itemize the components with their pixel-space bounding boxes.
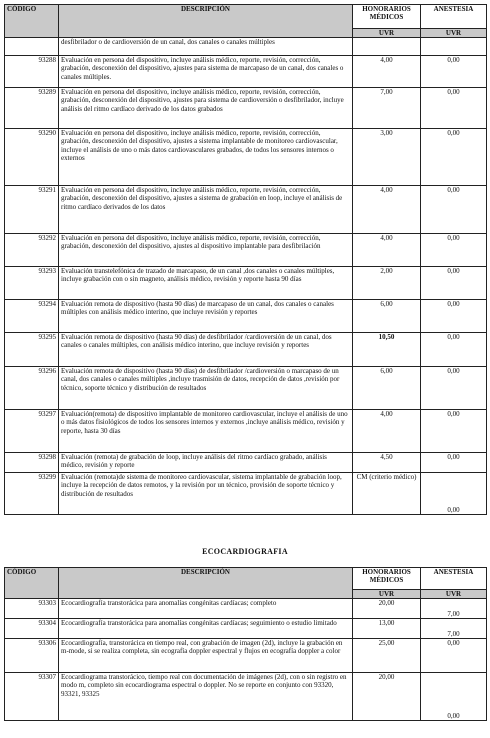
row-code: 93295 bbox=[5, 333, 59, 367]
row-honorarios: 3,00 bbox=[353, 129, 421, 186]
header-description: DESCRIPCIÓN bbox=[59, 568, 353, 599]
row-anestesia: 0,00 bbox=[421, 473, 487, 515]
row-code: 93293 bbox=[5, 267, 59, 300]
row-anestesia: 7,00 bbox=[421, 599, 487, 619]
section-title: ECOCARDIOGRAFIA bbox=[202, 547, 288, 556]
row-code: 93307 bbox=[5, 673, 59, 721]
row-code: 93303 bbox=[5, 599, 59, 619]
row-description: Evaluación en persona del dispositivo, incluye análisis médico, reporte, revisión, corrección, grabación, desconexión del dispositivo, ajustes a sistema implantable de monitoreo cardiovascular, incluye el análisis de uno o más datos cardiovasculares grabados, de todos los sensores internos o externos bbox=[59, 129, 353, 186]
row-anestesia: 0,00 bbox=[421, 367, 487, 410]
row-description: Evaluación en persona del dispositivo, incluye análisis médico, reporte, revisión, corrección, grabación, desconexión del dispositivo, ajustes para sistema de cardioversión o desfibrilador, incluye análisis del ritmo cardíaco derivado de los datos grabados bbox=[59, 88, 353, 129]
table-row bbox=[5, 88, 487, 129]
table-row bbox=[5, 38, 487, 56]
row-anestesia: 0,00 bbox=[421, 234, 487, 267]
row-description: Ecocardiograma transtorácico, tiempo real con documentación de imágenes (2d), con o sin registro en modo m, completo sin ecocardiograma espectral o doppler. No se reporte en conjunto con 93320, 93321, 93325 bbox=[59, 673, 353, 721]
header-uvr-honorarios: UVR bbox=[353, 590, 421, 599]
row-anestesia: 0,00 bbox=[421, 453, 487, 473]
row-honorarios: 20,00 bbox=[353, 599, 421, 619]
row-description: Ecocardiografía transtorácica para anomalías congénitas cardíacas; seguimiento o estudio limitado bbox=[59, 619, 353, 639]
table-row bbox=[5, 639, 487, 673]
row-description: desfibrilador o de cardioversión de un canal, dos canales o canales múltiples bbox=[59, 38, 353, 56]
table-row bbox=[5, 186, 487, 234]
row-anestesia: 0,00 bbox=[421, 129, 487, 186]
row-honorarios: CM (criterio médico) bbox=[353, 473, 421, 515]
row-code: 93296 bbox=[5, 367, 59, 410]
row-honorarios: 6,00 bbox=[353, 367, 421, 410]
row-description: Evaluación (remota)de sistema de monitoreo cardiovascular, sistema implantable de grabación loop, incluye la recepción de datos remotos, y la revisión por un técnico, provisión de soporte técnico y distribución de resultados bbox=[59, 473, 353, 515]
row-code: 93288 bbox=[5, 56, 59, 88]
table-row bbox=[5, 673, 487, 721]
row-honorarios: 20,00 bbox=[353, 673, 421, 721]
row-honorarios: 2,00 bbox=[353, 267, 421, 300]
row-honorarios: 4,50 bbox=[353, 453, 421, 473]
row-anestesia: 0,00 bbox=[421, 333, 487, 367]
row-honorarios: 25,00 bbox=[353, 639, 421, 673]
row-description: Evaluación (remota) de grabación de loop, incluye análisis del ritmo cardíaco grabado, análisis médico, revisión y reporte bbox=[59, 453, 353, 473]
row-anestesia: 0,00 bbox=[421, 186, 487, 234]
row-description: Evaluación transtelefónica de trazado de marcapaso, de un canal ,dos canales o canales múltiples, incluye grabación con o sin magneto, análisis médico, revisión y reporte hasta 90 días bbox=[59, 267, 353, 300]
header-anestesia: ANESTESIA bbox=[421, 5, 487, 29]
row-code: 93306 bbox=[5, 639, 59, 673]
row-code: 93297 bbox=[5, 410, 59, 453]
row-honorarios: 4,00 bbox=[353, 56, 421, 88]
row-code bbox=[5, 38, 59, 56]
row-code: 93292 bbox=[5, 234, 59, 267]
row-anestesia: 0,00 bbox=[421, 300, 487, 333]
header-uvr-honorarios: UVR bbox=[353, 29, 421, 38]
header-description: DESCRIPCIÓN bbox=[59, 5, 353, 38]
row-honorarios: 7,00 bbox=[353, 88, 421, 129]
row-description: Evaluación remota de dispositivo (hasta 90 días) de desfibrilador /cardioversión o marcapaso de un canal, dos canales o canales múltiples ,incluye trasmisión de datos, recepción de datos ,revisión por técnico, soporte técnico y distribución de resultados bbox=[59, 367, 353, 410]
header-uvr-anestesia: UVR bbox=[421, 590, 487, 599]
row-description: Evaluación en persona del dispositivo, incluye análisis médico, reporte, revisión, corrección, grabación, desconexión del dispositivo, ajustes para sistema de marcapaso de un canal, dos canales o canales múltiples. bbox=[59, 56, 353, 88]
row-honorarios bbox=[353, 38, 421, 56]
row-anestesia: 0,00 bbox=[421, 410, 487, 453]
table-row bbox=[5, 599, 487, 619]
row-anestesia bbox=[421, 38, 487, 56]
header-honorarios-line2: MÉDICOS bbox=[369, 576, 404, 585]
row-description: Ecocardiografía, transtorácica en tiempo real, con grabación de imagen (2d), incluye la grabación en m-mode, si se realiza completa, sin ecografía doppler espectral y flujos en ecografía doppler a color bbox=[59, 639, 353, 673]
row-description: Ecocardiografía transtorácica para anomalías congénitas cardíacas; completo bbox=[59, 599, 353, 619]
row-description: Evaluación en persona del dispositivo, incluye análisis médico, reporte, revisión, corrección, grabación, desconexión del dispositivo, ajustes al dispositivo implantable para desfibrilación bbox=[59, 234, 353, 267]
row-description: Evaluación remota de dispositivo (hasta 90 días) de marcapaso de un canal, dos canales o canales múltiples con análisis médico interino, que incluye revisión y reportes bbox=[59, 300, 353, 333]
row-code: 93298 bbox=[5, 453, 59, 473]
row-code: 93294 bbox=[5, 300, 59, 333]
row-anestesia: 0,00 bbox=[421, 56, 487, 88]
row-code: 93291 bbox=[5, 186, 59, 234]
header-honorarios-line1: HONORARIOS bbox=[362, 568, 411, 576]
table-row bbox=[5, 300, 487, 333]
row-anestesia: 0,00 bbox=[421, 673, 487, 721]
table-row bbox=[5, 234, 487, 267]
row-description: Evaluación remota de dispositivo (hasta 90 días) de desfibrilador /cardioversión de un canal, dos canales o canales múltiples, con análisis médico interino, que incluye revisión y reportes bbox=[59, 333, 353, 367]
row-code: 93304 bbox=[5, 619, 59, 639]
row-code: 93290 bbox=[5, 129, 59, 186]
row-anestesia: 0,00 bbox=[421, 267, 487, 300]
row-anestesia: 0,00 bbox=[421, 88, 487, 129]
row-honorarios: 13,00 bbox=[353, 619, 421, 639]
header-honorarios bbox=[353, 5, 421, 29]
row-anestesia: 7,00 bbox=[421, 619, 487, 639]
header-honorarios bbox=[353, 568, 421, 590]
row-code: 93299 bbox=[5, 473, 59, 515]
table-row bbox=[5, 56, 487, 88]
row-description: Evaluación(remota) de dispositivo implantable de monitoreo cardiovascular, incluye el análisis de uno o más datos fisiológicos de todos los sensores internos y externos ,incluye análisis médico, revisión y reporte, hasta 30 días bbox=[59, 410, 353, 453]
header-honorarios-line2: MÉDICOS bbox=[369, 13, 404, 22]
row-honorarios: 4,00 bbox=[353, 410, 421, 453]
table-row bbox=[5, 267, 487, 300]
table-row bbox=[5, 410, 487, 453]
row-description: Evaluación en persona del dispositivo, incluye análisis médico, reporte, revisión, corrección, grabación, desconexión del dispositivo, ajustes a sistema de grabación en loop, incluye el análisis de ritmo cardíaco derivados de los datos bbox=[59, 186, 353, 234]
header-anestesia: ANESTESIA bbox=[421, 568, 487, 590]
row-honorarios: 6,00 bbox=[353, 300, 421, 333]
header-honorarios-line1: HONORARIOS bbox=[362, 5, 411, 13]
row-honorarios: 4,00 bbox=[353, 186, 421, 234]
table-row bbox=[5, 473, 487, 515]
table-row bbox=[5, 367, 487, 410]
header-code: CÓDIGO bbox=[5, 568, 59, 599]
header-code: CÓDIGO bbox=[5, 5, 59, 38]
row-honorarios: 10,50 bbox=[353, 333, 421, 367]
row-code: 93289 bbox=[5, 88, 59, 129]
row-anestesia: 0,00 bbox=[421, 639, 487, 673]
fee-table-ecocardiografia bbox=[4, 567, 487, 721]
row-honorarios: 4,00 bbox=[353, 234, 421, 267]
fee-table-main bbox=[4, 4, 487, 515]
table-row bbox=[5, 333, 487, 367]
table-row bbox=[5, 453, 487, 473]
header-uvr-anestesia: UVR bbox=[421, 29, 487, 38]
table-row bbox=[5, 129, 487, 186]
table-row bbox=[5, 619, 487, 639]
